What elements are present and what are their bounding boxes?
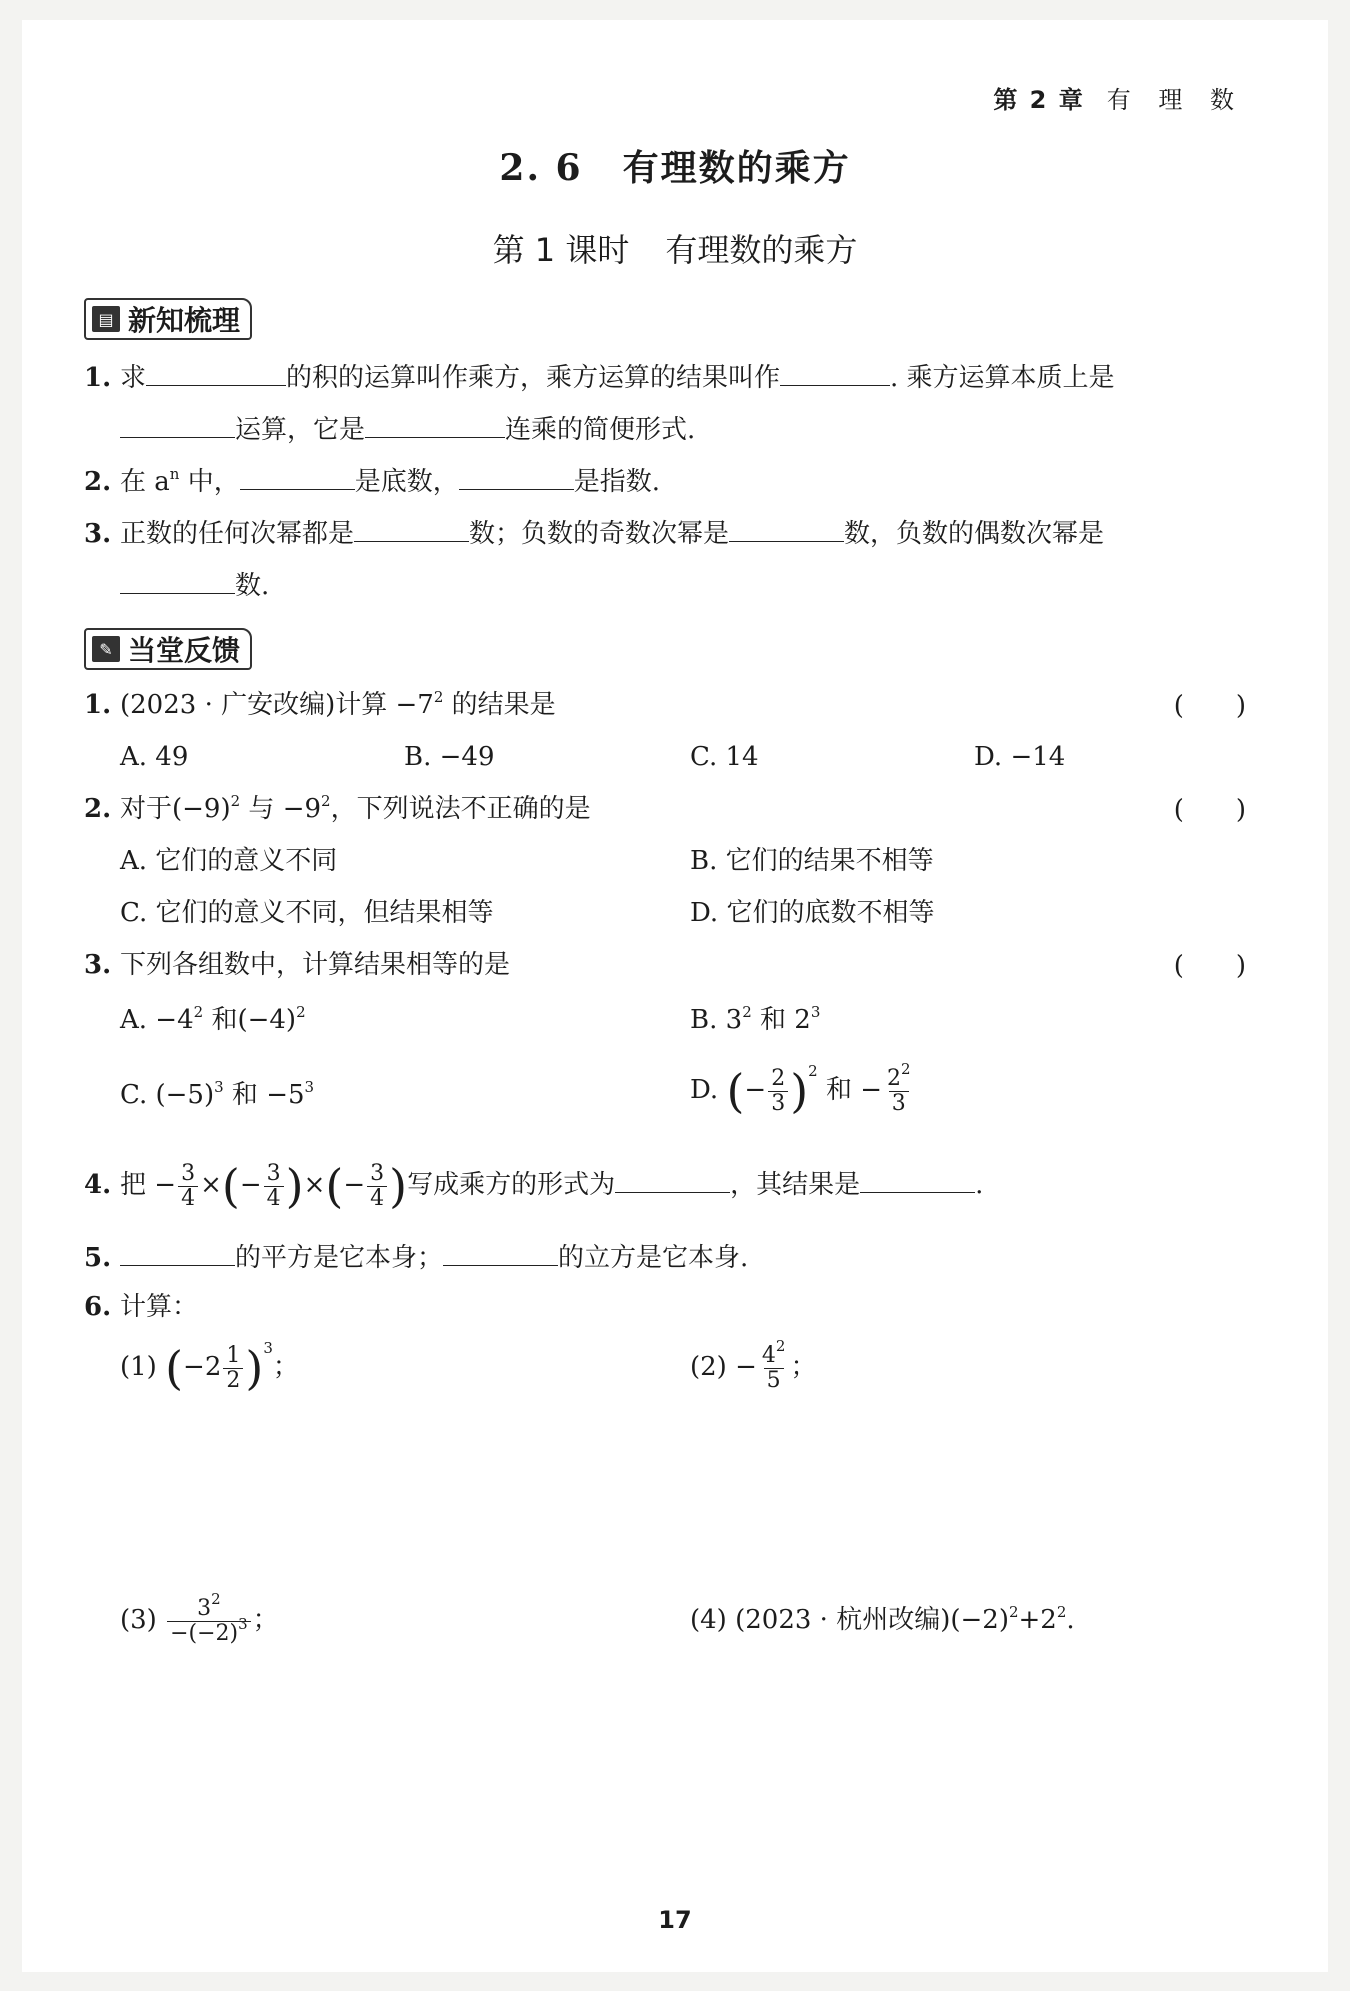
fb-q2-option-d[interactable]: D. 它们的底数不相等 [690,898,935,928]
book-icon: ▤ [92,306,120,332]
section-head-label: 新知梳理 [128,304,241,337]
lesson-number: 第 1 课时 [492,231,630,269]
fb-q2-option-b[interactable]: B. 它们的结果不相等 [690,846,934,876]
section-head-new-knowledge [84,298,252,340]
fb-q1-option-d[interactable]: D. −14 [974,742,1066,772]
answer-parentheses[interactable]: ( ) [1173,691,1246,721]
fb-q6-part-2: (2) − $\frac{4^2}{5}$ ； [690,1336,817,1393]
blank[interactable] [120,1235,235,1266]
fraction: $\frac{2^2}{3}$ [887,1059,911,1116]
blank[interactable] [729,511,844,542]
kn-q3-line2: 数. [120,563,269,606]
fb-q1: 1. (2023 · 广安改编)计算 $-7^2$ 的结果是 [84,688,556,720]
blank[interactable] [120,407,235,438]
fb-q3-option-c[interactable]: C. $(-5)^3$ 和 $-5^3$ [120,1078,315,1110]
fraction: $\frac{3^2}{-(-2)^3}$ [167,1597,251,1646]
fb-q1-option-b[interactable]: B. −49 [404,742,495,772]
fraction: $\frac{1}{2}$ [223,1344,243,1393]
worksheet-page [22,20,1328,1972]
fb-q6: 6. 计算： [84,1292,199,1322]
blank[interactable] [780,355,890,386]
fb-q3-option-a[interactable]: A. $-4^2$ 和$(-4)^2$ [120,1003,306,1035]
kn-q1-line1: 1. 求 的积的运算叫作乘方，乘方运算的结果叫作 . 乘方运算本质上是 [84,355,1115,398]
lesson-title [22,225,1328,271]
pencil-icon: ✎ [92,636,120,662]
fraction: $\frac{2}{3}$ [768,1067,788,1116]
blank[interactable] [120,563,235,594]
blank[interactable] [354,511,469,542]
answer-parentheses[interactable]: ( ) [1173,795,1246,825]
fraction: $\frac{4^2}{5}$ [761,1336,786,1393]
blank[interactable] [443,1235,558,1266]
kn-q1-line2: 运算，它是 连乘的简便形式. [120,407,695,450]
fb-q2-option-c[interactable]: C. 它们的意义不同，但结果相等 [120,898,494,928]
chapter-header [993,80,1244,115]
blank[interactable] [365,407,505,438]
blank[interactable] [615,1162,730,1193]
section-number: 2. 6 [499,147,583,189]
section-head-label: 当堂反馈 [128,634,241,667]
page-number: 17 [658,1906,692,1934]
fb-q6-part-4: (4) (2023 · 杭州改编)$(-2)^2+2^2$. [690,1603,1075,1635]
fb-q1-option-c[interactable]: C. 14 [690,742,759,772]
fraction: $\frac{3}{4}$ [178,1162,198,1211]
section-title-text: 有理数的乘方 [622,147,851,189]
fb-q2-option-a[interactable]: A. 它们的意义不同 [120,846,338,876]
answer-parentheses[interactable]: ( ) [1173,951,1246,981]
fraction: $\frac{3}{4}$ [367,1162,387,1211]
lesson-title-text: 有理数的乘方 [665,231,858,269]
section-head-feedback [84,628,252,670]
fb-q1-option-a[interactable]: A. 49 [120,742,189,772]
fb-q3-option-d[interactable]: D. (− $\frac{2}{3}$ )$^2$ 和 − $\frac{2^2}{3}$ [690,1060,916,1120]
fb-q2: 2. 对于$(-9)^2$ 与 $-9^2$，下列说法不正确的是 [84,792,591,824]
fb-q3: 3. 下列各组数中，计算结果相等的是 [84,950,511,980]
chapter-name: 有 理 数 [1106,86,1244,114]
fb-q4: 4. 把 − $\frac{3}{4}$ ×(− $\frac{3}{4}$ )×(− $\frac{3}{4}$ )写成乘方的形式为 ，其结果是 . [84,1159,984,1213]
blank[interactable] [860,1162,975,1193]
fb-q6-part-3: (3) $\frac{3^2}{-(-2)^3}$ ； [120,1589,279,1646]
blank[interactable] [146,355,286,386]
section-title [22,140,1328,191]
fb-q5: 5. 的平方是它本身； 的立方是它本身. [84,1235,748,1278]
chapter-number: 第 2 章 [993,86,1085,114]
blank[interactable] [240,459,355,490]
fraction: $\frac{3}{4}$ [264,1162,284,1211]
fb-q3-option-b[interactable]: B. $3^2$ 和 $2^3$ [690,1003,821,1035]
kn-q3-line1: 3. 正数的任何次幂都是 数；负数的奇数次幂是 数，负数的偶数次幂是 [84,511,1104,554]
blank[interactable] [459,459,574,490]
kn-q2: 2. 在 $a^n$ 中， 是底数， 是指数. [84,459,660,502]
fb-q6-part-1: (1) (−2 $\frac{1}{2}$ )$^3$； [120,1339,299,1395]
